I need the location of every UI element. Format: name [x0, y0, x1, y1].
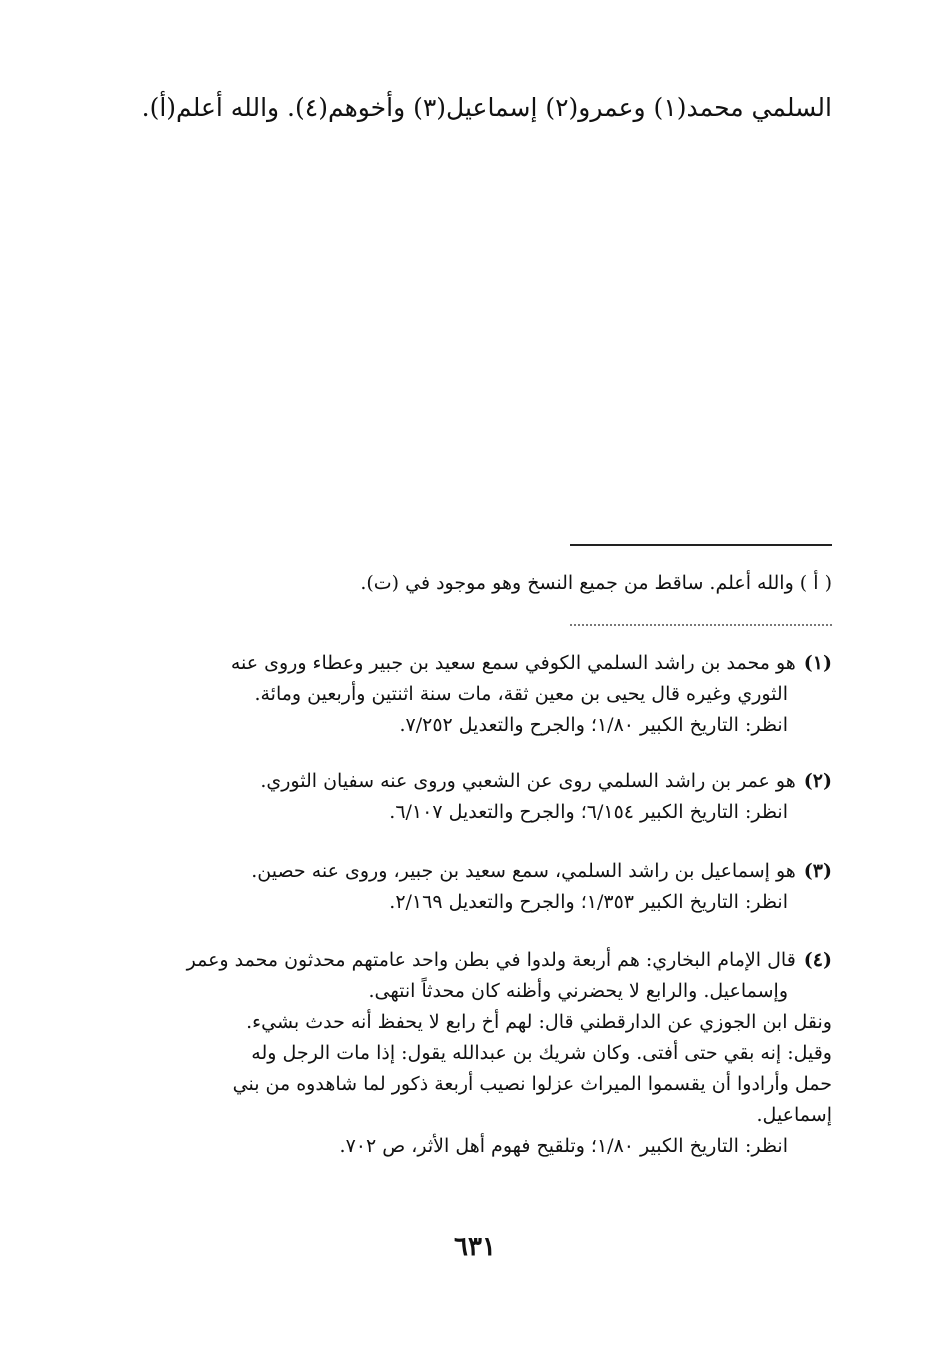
- footnote-line: [132, 945, 832, 976]
- footnote-2: [132, 766, 832, 828]
- footnote-3: [132, 856, 832, 918]
- footnote-reference: انظر: التاريخ الكبير ٦/١٥٤؛ والجرح والتعديل ٦/١٠٧.: [389, 801, 788, 823]
- footnote-4: [132, 945, 832, 1162]
- footnote-line: [132, 856, 832, 887]
- footnote-reference: انظر: التاريخ الكبير ١/٣٥٣؛ والجرح والتعديل ٢/١٦٩.: [389, 891, 788, 913]
- footnote-line: [132, 766, 832, 797]
- page-number: ٦٣١: [454, 1232, 496, 1262]
- footnote-line: [132, 648, 832, 679]
- footnote-line: ونقل ابن الجوزي عن الدارقطني قال: لهم أخ رابع لا يحفظ أنه حدث بشيء.: [246, 1011, 832, 1033]
- footnote-text: قال الإمام البخاري: هم أربعة ولدوا في بطن واحد عامتهم محدثون محمد وعمر: [186, 949, 796, 971]
- footnote-number: (٤): [803, 949, 832, 971]
- footnote-reference: انظر: التاريخ الكبير ١/٨٠؛ وتلقيح فهوم أهل الأثر، ص ٧٠٢.: [339, 1135, 788, 1157]
- footnote-text: هو عمر بن راشد السلمي روى عن الشعبي وروى عنه سفيان الثوري.: [260, 770, 796, 792]
- footnote-reference: انظر: التاريخ الكبير ١/٨٠؛ والجرح والتعديل ٧/٢٥٢.: [399, 714, 788, 736]
- footnote-number: (٢): [803, 770, 832, 792]
- variant-note: ( أ ) والله أعلم. ساقط من جميع النسخ وهو موجود في (ت).: [360, 572, 832, 594]
- footnote-separator-rule: [570, 544, 832, 546]
- footnote-text: هو إسماعيل بن راشد السلمي، سمع سعيد بن جبير، وروى عنه حصين.: [251, 860, 796, 882]
- footnote-line: وقيل: إنه بقي حتى أفتى. وكان شريك بن عبدالله يقول: إذا مات الرجل وله: [251, 1042, 832, 1064]
- footnote-number: (١): [803, 652, 832, 674]
- footnote-line: الثوري وغيره قال يحيى بن معين ثقة، مات سنة اثنتين وأربعين ومائة.: [254, 683, 788, 705]
- footnote-number: (٣): [803, 860, 832, 882]
- footnote-line: حمل وأرادوا أن يقسموا الميراث عزلوا نصيب أربعة ذكور لما شاهدوه من بني: [232, 1073, 832, 1095]
- footnote-1: [132, 648, 832, 741]
- footnote-line: وإسماعيل. والرابع لا يحضرني وأظنه كان محدثاً انتهى.: [368, 980, 788, 1002]
- footnote-line: إسماعيل.: [756, 1104, 832, 1126]
- footnote-text: هو محمد بن راشد السلمي الكوفي سمع سعيد بن جبير وعطاء وروى عنه: [230, 652, 796, 674]
- footnote-dotted-separator: [570, 624, 832, 626]
- main-text-line: السلمي محمد(١) وعمرو(٢) إسماعيل(٣) وأخوهم(٤). والله أعلم(أ).: [141, 93, 832, 122]
